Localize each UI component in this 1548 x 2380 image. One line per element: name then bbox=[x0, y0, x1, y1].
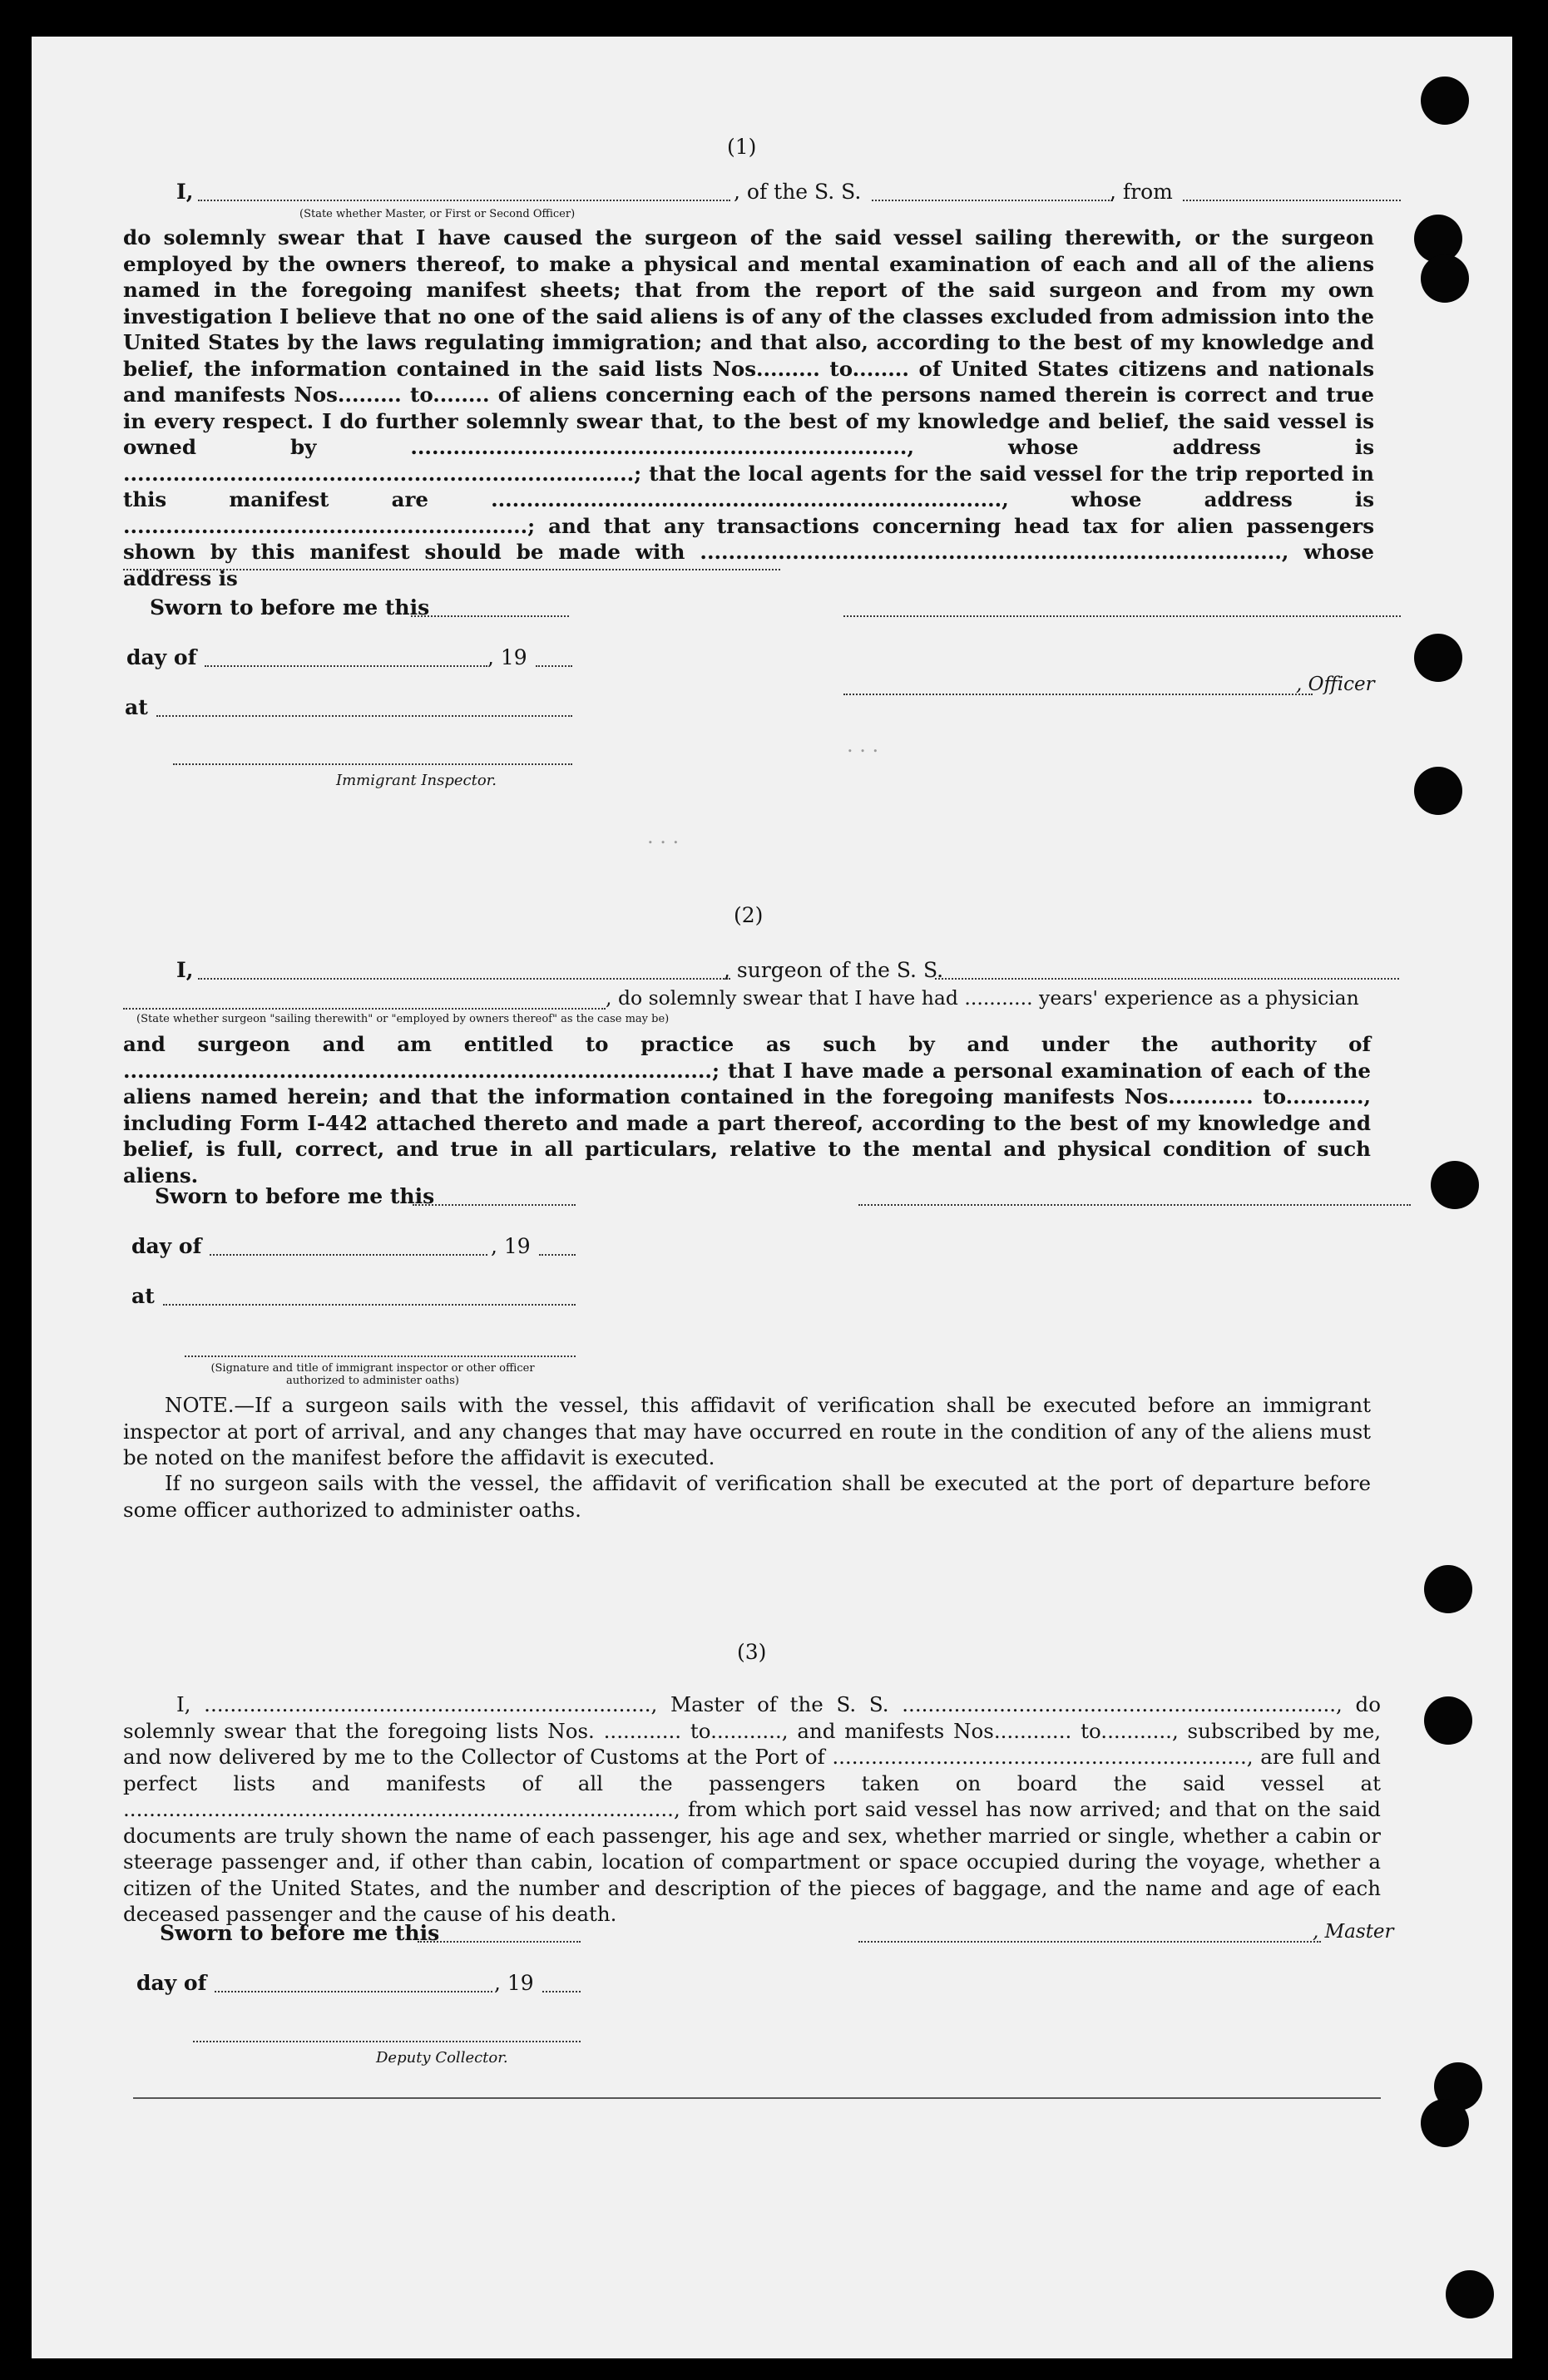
punch-hole bbox=[1421, 254, 1469, 303]
sec2-surgeon-signature-line bbox=[858, 1204, 1411, 1206]
sec2-day-of-label: day of bbox=[131, 1234, 202, 1258]
sec1-sworn-label: Sworn to before me this bbox=[150, 595, 430, 620]
sec3-year-field bbox=[542, 1991, 581, 1992]
sec3-collector-signature-line bbox=[193, 2041, 581, 2042]
sec1-officer-label: , Officer bbox=[1296, 674, 1375, 695]
section-2-number: (2) bbox=[734, 903, 764, 927]
section-1-number: (1) bbox=[727, 135, 757, 159]
sec1-from-field bbox=[1183, 200, 1401, 201]
sec2-signature-caption: (Signature and title of immigrant inspector or other officer authorized to administer oaths) bbox=[210, 1362, 535, 1387]
sec2-sworn-label: Sworn to before me this bbox=[155, 1184, 435, 1208]
sec1-oath-text: do solemnly swear that I have caused the surgeon of the said vessel sailing therewith, or the surgeon employed by the owners thereof, to make a physical and mental examination of each and all of the aliens named in the foregoing manifest sheets; that from the report of the said surgeon and from my own investigation I believe that no one of the said aliens is of any of the classes excluded from admission into the United States by the laws regulating immigration; and that also, according to the best of my knowledge and belief, the information contained in the said lists Nos......... to........ of United States citizens and nationals and manifests Nos......... to........ of aliens concerning each of the persons named therein is correct and true in every respect. I do further solemnly swear that, to the best of my knowledge and belief, the said vessel is owned by ......................................................................, whose address is ........................................................................; that the local agents for the said vessel for the trip reported in this manifest are ........................................................................, whose address is .........................................................; and that any transactions concerning head tax for alien passengers shown by this manifest should be made with .................................................................................., whose address is bbox=[123, 225, 1374, 590]
sec1-at-field bbox=[156, 715, 572, 717]
sec3-sworn-label: Sworn to before me this bbox=[160, 1921, 440, 1945]
sec2-line1-surgeon: , surgeon of the S. S. bbox=[724, 958, 944, 982]
sec3-day-of-label: day of bbox=[136, 1971, 207, 1995]
punch-hole bbox=[1424, 1565, 1472, 1613]
sec2-day-field bbox=[210, 1254, 487, 1256]
bleed-through-text: . . . bbox=[647, 825, 680, 848]
sec1-rank-caption: (State whether Master, or First or Second Officer) bbox=[299, 208, 576, 220]
sec1-inspector-label: Immigrant Inspector. bbox=[336, 772, 497, 789]
bleed-through-text: . . . bbox=[847, 733, 879, 757]
sec1-day-of-label: day of bbox=[126, 645, 197, 669]
sec1-sworn-field bbox=[411, 615, 569, 617]
sec1-line1-i: I, bbox=[176, 180, 194, 204]
punch-hole bbox=[1414, 767, 1462, 815]
sec1-officer-signature-line bbox=[843, 615, 1401, 617]
sec2-surgeon-type-field bbox=[123, 1008, 606, 1010]
sec1-officer-line bbox=[843, 694, 1313, 695]
sec2-official-signature-line bbox=[185, 1355, 576, 1357]
sec3-day-field bbox=[215, 1991, 492, 1992]
punch-hole bbox=[1421, 77, 1469, 125]
sec2-year-label: , 19 bbox=[491, 1234, 531, 1258]
sec2-line2: , do solemnly swear that I have had ........... years' experience as a physician bbox=[606, 986, 1359, 1010]
sec3-master-label: , Master bbox=[1313, 1921, 1394, 1943]
sec1-inspector-signature-line bbox=[173, 763, 572, 765]
sec2-sworn-field bbox=[413, 1204, 576, 1206]
bottom-rule bbox=[133, 2097, 1381, 2099]
sec1-day-field bbox=[205, 665, 487, 667]
punch-hole bbox=[1414, 634, 1462, 682]
sec1-whose-address-field bbox=[123, 569, 780, 570]
punch-hole bbox=[1421, 2099, 1469, 2147]
sec2-note-paragraph: NOTE.—If a surgeon sails with the vessel, this affidavit of verification shall be executed before an immigrant inspector at port of arrival, and any changes that may have occurred en route in the condition of any of the aliens must be noted on the manifest before the affidavit is executed. bbox=[123, 1393, 1371, 1469]
sec2-vessel-field bbox=[935, 978, 1399, 980]
sec3-year-label: , 19 bbox=[494, 1971, 534, 1995]
sec2-line1-i: I, bbox=[176, 958, 194, 982]
sec2-surgeon-caption: (State whether surgeon "sailing therewith" or "employed by owners thereof" as the case may be) bbox=[136, 1013, 670, 1025]
sec3-master-signature-line bbox=[858, 1941, 1321, 1943]
sec2-name-field bbox=[198, 978, 730, 980]
sec2-at-field bbox=[163, 1304, 576, 1306]
sec3-sworn-field bbox=[418, 1941, 581, 1943]
sec3-deputy-label: Deputy Collector. bbox=[376, 2049, 508, 2066]
sec1-line1-of: , of the S. S. bbox=[734, 180, 862, 204]
punch-hole bbox=[1424, 1696, 1472, 1745]
sec1-line1-from: , from bbox=[1110, 180, 1173, 204]
sec2-at-label: at bbox=[131, 1284, 155, 1308]
sec1-rank-field bbox=[198, 200, 730, 201]
sec1-year-label: , 19 bbox=[487, 645, 527, 669]
sec1-year-field bbox=[536, 665, 572, 667]
punch-hole bbox=[1431, 1161, 1479, 1209]
sec1-vessel-field bbox=[872, 200, 1113, 201]
section-3-number: (3) bbox=[737, 1640, 767, 1664]
sec2-oath-text: and surgeon and am entitled to practice as such by and under the authority of ...................................................................................; that I have made a personal examination of each of the aliens named herein; and that the information contained in the foregoing manifests Nos............ to..........., including Form I-442 attached thereto and made a part thereof, according to the best of my knowledge and belief, is full, correct, and true in all particulars, relative to the mental and physical condition of such aliens. bbox=[123, 1032, 1371, 1188]
sec2-year-field bbox=[539, 1254, 576, 1256]
punch-hole bbox=[1446, 2270, 1494, 2318]
sec2-no-surgeon-paragraph: If no surgeon sails with the vessel, the affidavit of verification shall be executed at the port of departure before some officer authorized to administer oaths. bbox=[123, 1471, 1371, 1522]
form-sheet bbox=[32, 37, 1512, 2358]
sec1-at-label: at bbox=[125, 695, 148, 719]
sec3-oath-text: I, ....................................................................., Master of the S. S. ..................................................................., do solemnly swear that the foregoing lists Nos. ............ to..........., and manifests Nos............ to..........., subscribed by me, and now delivered by me to the Collector of Customs at the Port of ................................................................, are full and perfect lists and manifests of all the passengers taken on board the said vessel at ....................................................................................., from which port said vessel has now arrived; and that on the said documents are truly shown the name of each passenger, his age and sex, whether married or single, whether a cabin or steerage passenger and, if other than cabin, location of compartment or space occupied during the voyage, whether a citizen of the United States, and the number and description of the pieces of baggage, and the name and age of each deceased passenger and the cause of his death. bbox=[123, 1692, 1381, 1926]
